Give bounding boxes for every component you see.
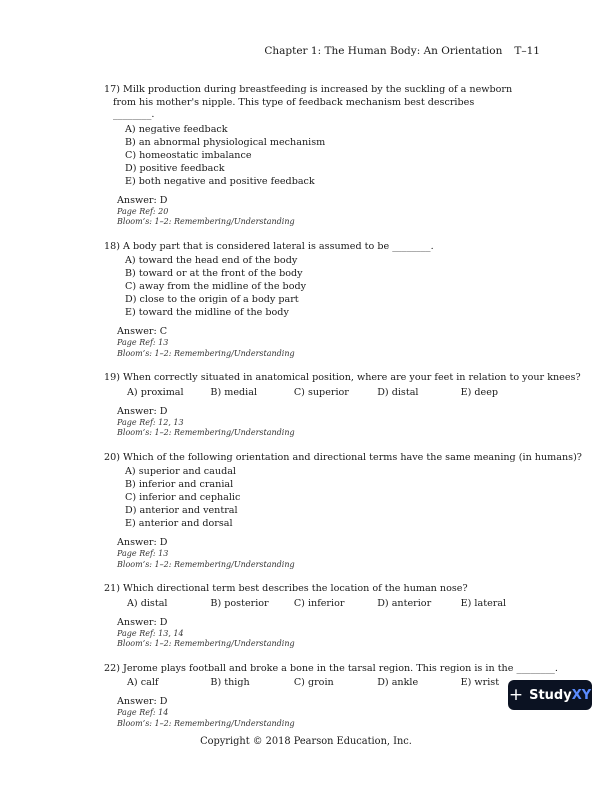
choice: C) homeostatic imbalance [125, 149, 252, 161]
page-ref: Page Ref: 13 [117, 549, 169, 558]
choice: E) lateral [460, 597, 507, 609]
choice: D) close to the origin of a body part [125, 294, 299, 305]
choice: C) groin [293, 677, 334, 688]
choice: E) wrist [460, 677, 500, 688]
answer: Answer: D [117, 696, 168, 707]
choice: D) ankle [377, 677, 419, 688]
choice-list [125, 465, 544, 530]
choice: B) toward or at the front of the body [125, 268, 303, 279]
choice: D) anterior and ventral [125, 505, 238, 516]
blooms-level: Bloom’s: 1–2: Remembering/Understanding [117, 559, 295, 569]
question [104, 451, 582, 571]
choice: E) toward the midline of the body [125, 307, 289, 318]
choice: D) distal [377, 386, 419, 398]
blooms-level: Bloom’s: 1–2: Remembering/Understanding [117, 348, 295, 358]
question-text: 18) A body part that is considered lateral is assumed to be ________. [104, 240, 434, 252]
question-text: 20) Which of the following orientation and directional terms have the same meaning (in humans)? [104, 451, 582, 463]
choice: B) posterior [210, 597, 269, 609]
page-header [264, 45, 540, 57]
blooms-level: Bloom’s: 1–2: Remembering/Understanding [117, 639, 295, 648]
question [104, 241, 544, 360]
answer: Answer: D [117, 405, 168, 417]
choice-list [127, 386, 544, 399]
question [104, 372, 581, 439]
answer: Answer: D [117, 537, 168, 548]
choice: C) inferior [293, 597, 345, 609]
blooms-level: Bloom’s: 1–2: Remembering/Understanding [117, 718, 295, 728]
choice: A) proximal [127, 386, 184, 398]
choice: D) positive feedback [125, 162, 225, 174]
question-text: 22) Jerome plays football and broke a bone in the tarsal region. This region is in the ________. [104, 662, 558, 674]
choice: B) medial [210, 386, 258, 398]
question-text: 19) When correctly situated in anatomical position, where are your feet in relation to your knees? [104, 372, 581, 383]
question [104, 662, 558, 730]
choice: A) toward the head end of the body [125, 255, 298, 266]
studyxy-badge[interactable] [508, 680, 592, 710]
choice: E) deep [460, 386, 499, 398]
choice: D) anterior [377, 597, 432, 609]
choice: C) away from the midline of the body [125, 281, 307, 292]
question-text: 21) Which directional term best describes the location of the human nose? [104, 583, 468, 594]
choice: A) negative feedback [125, 123, 228, 135]
page-number: T–11 [514, 45, 540, 57]
page-ref: Page Ref: 20 [117, 206, 169, 216]
choice: B) an abnormal physiological mechanism [125, 136, 326, 148]
page-ref: Page Ref: 13, 14 [117, 628, 184, 638]
question-text: 17) Milk production during breastfeeding is increased by the suckling of a newborn from his mother's nipple. This type of feedback mechanism best describes ________. [104, 84, 513, 120]
chapter-title: Chapter 1: The Human Body: An Orientation [264, 45, 503, 57]
answer: Answer: C [117, 326, 168, 337]
choice-list [127, 597, 544, 610]
blooms-level: Bloom’s: 1–2: Remembering/Understanding [117, 428, 295, 437]
choice: C) inferior and cephalic [125, 492, 241, 503]
choice: A) calf [127, 677, 159, 688]
page-ref: Page Ref: 13 [117, 338, 169, 347]
choice: E) both negative and positive feedback [125, 175, 315, 187]
plus-icon: + [508, 684, 524, 705]
choice: A) distal [127, 597, 168, 609]
choice-list [125, 123, 544, 188]
page-ref: Page Ref: 14 [117, 708, 169, 717]
answer: Answer: D [117, 194, 168, 206]
brand-name: StudyXY [529, 687, 592, 703]
blooms-level: Bloom’s: 1–2: Remembering/Understanding [117, 217, 295, 226]
choice: A) superior and caudal [125, 466, 236, 477]
choice-list [127, 676, 544, 689]
page-ref: Page Ref: 12, 13 [117, 417, 184, 427]
choice-list [125, 254, 544, 319]
choice: B) inferior and cranial [125, 479, 234, 490]
choice: E) anterior and dorsal [125, 518, 233, 529]
answer: Answer: D [117, 616, 168, 628]
copyright-footer: Copyright © 2018 Pearson Education, Inc. [200, 736, 412, 747]
choice: B) thigh [210, 677, 250, 688]
question [104, 583, 544, 650]
question [104, 84, 544, 228]
choice: C) superior [293, 386, 349, 398]
